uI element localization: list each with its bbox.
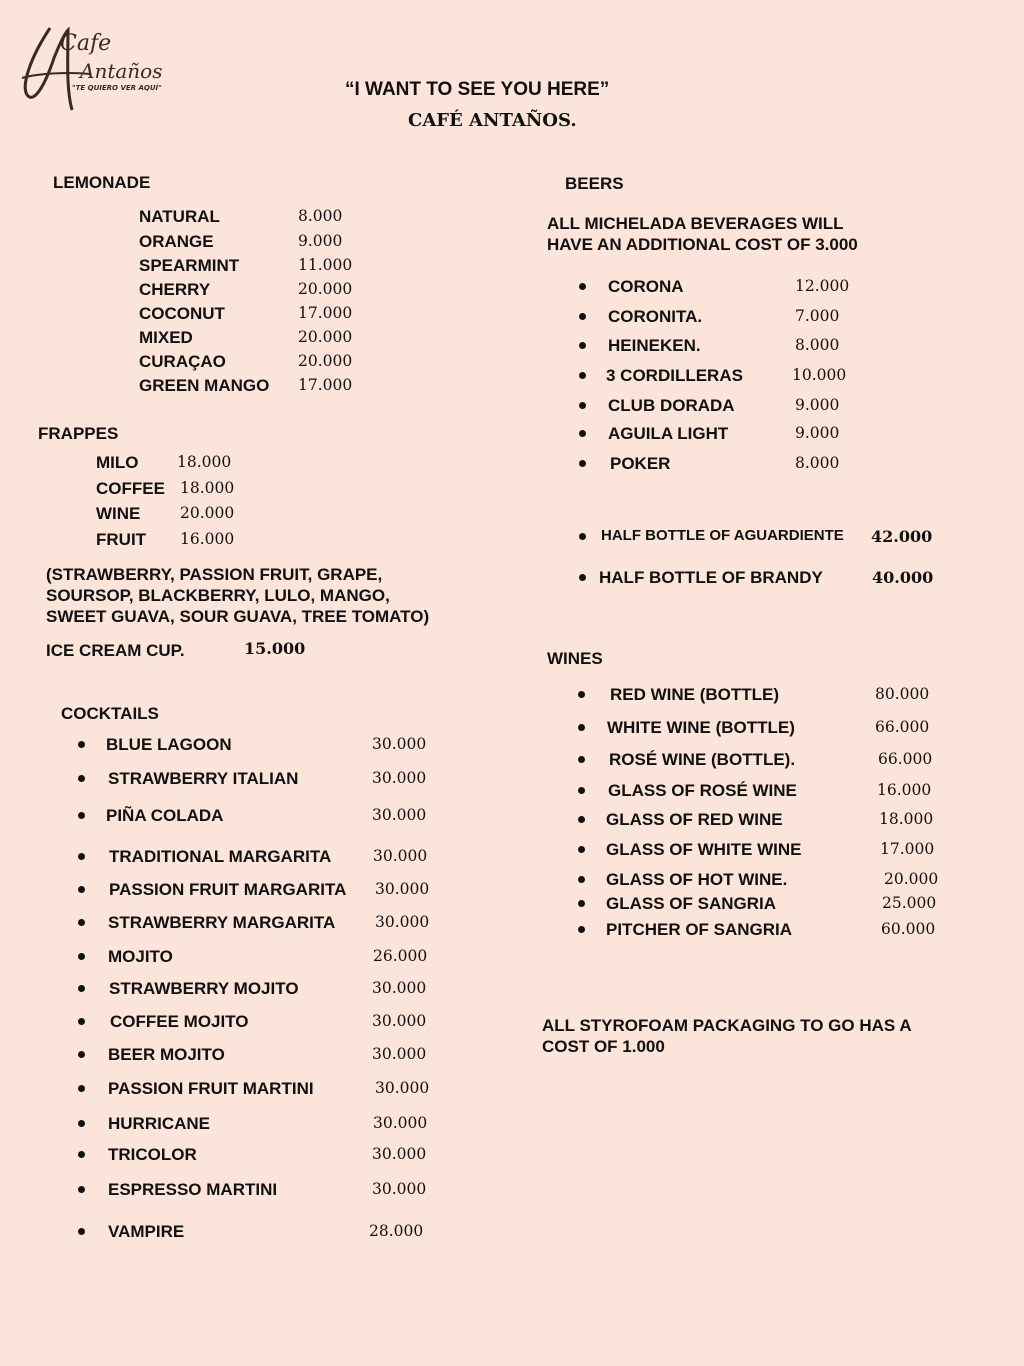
lemonade-item-name: COCONUT	[139, 304, 225, 323]
bullet-icon	[578, 876, 585, 883]
bullet-icon	[578, 926, 585, 933]
cafe-name: CAFÉ ANTAÑOS.	[408, 110, 577, 131]
beer-item-name: AGUILA LIGHT	[608, 424, 729, 443]
fruits-note-line: SWEET GUAVA, SOUR GUAVA, TREE TOMATO)	[46, 607, 430, 626]
cocktail-item-name: STRAWBERRY MARGARITA	[108, 913, 336, 932]
spirit-item-price: 42.000	[871, 527, 933, 546]
slogan: “I WANT TO SEE YOU HERE”	[345, 79, 610, 100]
frappe-item-name: MILO	[96, 453, 139, 472]
bullet-icon	[78, 853, 85, 860]
wine-item-price: 17.000	[880, 840, 935, 858]
cocktail-item-name: HURRICANE	[108, 1114, 210, 1133]
cocktail-item-price: 30.000	[372, 806, 427, 824]
wine-item-name: ROSÉ WINE (BOTTLE).	[609, 750, 796, 769]
bullet-icon	[579, 372, 586, 379]
wine-item-name: GLASS OF WHITE WINE	[606, 840, 802, 859]
bullet-icon	[78, 919, 85, 926]
wine-item-price: 18.000	[879, 810, 934, 828]
cocktail-item-price: 30.000	[375, 913, 430, 931]
bullet-icon	[579, 283, 586, 290]
cocktail-item-price: 30.000	[375, 1079, 430, 1097]
michelada-note	[547, 213, 858, 255]
bullet-icon	[78, 812, 85, 819]
wine-item-name: RED WINE (BOTTLE)	[610, 685, 780, 704]
ice-cream-price: 15.000	[244, 639, 306, 658]
bullet-icon	[78, 775, 85, 782]
bullet-icon	[579, 533, 586, 540]
wine-item-name: GLASS OF ROSÉ WINE	[608, 781, 797, 800]
lemonade-item-price: 20.000	[298, 352, 353, 370]
cocktail-item-price: 30.000	[372, 735, 427, 753]
cocktail-item-name: PASSION FRUIT MARGARITA	[109, 880, 347, 899]
bullet-icon	[78, 886, 85, 893]
cocktail-item-price: 30.000	[372, 1012, 427, 1030]
bullet-icon	[578, 756, 585, 763]
lemonade-item-name: NATURAL	[139, 207, 220, 226]
cocktail-item-price: 30.000	[375, 880, 430, 898]
cocktail-item-name: MOJITO	[108, 947, 173, 966]
cocktail-item-price: 26.000	[373, 947, 428, 965]
cocktail-item-price: 30.000	[372, 979, 427, 997]
wine-item-name: GLASS OF HOT WINE.	[606, 870, 788, 889]
bullet-icon	[78, 1120, 85, 1127]
lemonade-item-price: 20.000	[298, 328, 353, 346]
wine-item-price: 60.000	[881, 920, 936, 938]
lemonade-item-name: CURAÇAO	[139, 352, 226, 371]
lemonade-item-price: 11.000	[298, 256, 353, 274]
wine-item-price: 20.000	[884, 870, 939, 888]
logo-line1: Cafe	[60, 31, 112, 56]
lemonade-item-price: 8.000	[298, 207, 343, 225]
beer-item-price: 8.000	[795, 336, 840, 354]
frappe-item-price: 18.000	[180, 479, 235, 497]
bullet-icon	[578, 900, 585, 907]
frappe-item-name: COFFEE	[96, 479, 165, 498]
beer-item-name: CORONITA.	[608, 307, 703, 326]
bullet-icon	[78, 953, 85, 960]
beer-item-price: 9.000	[795, 424, 840, 442]
bullet-icon	[578, 816, 585, 823]
fruits-note	[46, 564, 429, 627]
lemonade-item-name: CHERRY	[139, 280, 211, 299]
beer-item-name: 3 CORDILLERAS	[606, 366, 743, 385]
spirit-item-name: HALF BOTTLE OF AGUARDIENTE	[601, 527, 844, 544]
bullet-icon	[578, 724, 585, 731]
frappe-item-price: 20.000	[180, 504, 235, 522]
wine-item-price: 16.000	[877, 781, 932, 799]
styrofoam-note-line: COST OF 1.000	[542, 1037, 665, 1056]
bullet-icon	[579, 342, 586, 349]
frappe-item-price: 16.000	[180, 530, 235, 548]
bullet-icon	[78, 1151, 85, 1158]
lemonade-item-price: 17.000	[298, 304, 353, 322]
bullet-icon	[78, 741, 85, 748]
lemonade-item-name: SPEARMINT	[139, 256, 240, 275]
frappe-item-price: 18.000	[177, 453, 232, 471]
wines-title: WINES	[547, 649, 603, 668]
cocktail-item-price: 30.000	[372, 1045, 427, 1063]
lemonade-item-price: 20.000	[298, 280, 353, 298]
cocktail-item-name: ESPRESSO MARTINI	[108, 1180, 278, 1199]
logo-tagline: "TE QUIERO VER AQUÍ"	[72, 84, 162, 92]
wine-item-name: GLASS OF SANGRIA	[606, 894, 777, 913]
cocktail-item-name: VAMPIRE	[108, 1222, 185, 1241]
bullet-icon	[78, 1051, 85, 1058]
beer-item-price: 12.000	[795, 277, 850, 295]
bullet-icon	[78, 1085, 85, 1092]
bullet-icon	[579, 402, 586, 409]
beers-title: BEERS	[565, 174, 624, 193]
bullet-icon	[578, 691, 585, 698]
frappes-title: FRAPPES	[38, 424, 119, 443]
wine-item-name: PITCHER OF SANGRIA	[606, 920, 793, 939]
cocktail-item-price: 30.000	[372, 1145, 427, 1163]
beer-item-name: HEINEKEN.	[608, 336, 701, 355]
lemonade-item-name: GREEN MANGO	[139, 376, 270, 395]
frappe-item-name: FRUIT	[96, 530, 147, 549]
bullet-icon	[78, 1018, 85, 1025]
styrofoam-note	[542, 1015, 912, 1057]
spirit-item-name: HALF BOTTLE OF BRANDY	[599, 568, 823, 587]
bullet-icon	[78, 1186, 85, 1193]
cocktail-item-name: TRICOLOR	[108, 1145, 197, 1164]
bullet-icon	[579, 574, 586, 581]
bullet-icon	[579, 430, 586, 437]
logo-line2: Antaños	[80, 59, 163, 83]
beer-item-price: 7.000	[795, 307, 840, 325]
bullet-icon	[78, 1228, 85, 1235]
fruits-note-line: (STRAWBERRY, PASSION FRUIT, GRAPE,	[46, 565, 383, 584]
cocktail-item-price: 30.000	[373, 847, 428, 865]
beer-item-name: CORONA	[608, 277, 684, 296]
cafe-antanos-logo	[10, 18, 170, 113]
cocktail-item-name: BEER MOJITO	[108, 1045, 225, 1064]
beer-item-price: 8.000	[795, 454, 840, 472]
wine-item-price: 66.000	[875, 718, 930, 736]
cocktail-item-price: 30.000	[372, 769, 427, 787]
cocktail-item-name: BLUE LAGOON	[106, 735, 232, 754]
lemonade-item-price: 9.000	[298, 232, 343, 250]
cocktails-title: COCKTAILS	[61, 704, 159, 723]
spirit-item-price: 40.000	[872, 568, 934, 587]
cocktail-item-name: PIÑA COLADA	[106, 806, 224, 825]
cocktail-item-price: 28.000	[369, 1222, 424, 1240]
cocktail-item-name: STRAWBERRY MOJITO	[109, 979, 299, 998]
wine-item-name: WHITE WINE (BOTTLE)	[607, 718, 795, 737]
cocktail-item-price: 30.000	[373, 1114, 428, 1132]
beer-item-name: CLUB DORADA	[608, 396, 735, 415]
bullet-icon	[78, 985, 85, 992]
bullet-icon	[578, 846, 585, 853]
frappe-item-name: WINE	[96, 504, 141, 523]
lemonade-item-name: MIXED	[139, 328, 193, 347]
wine-item-price: 25.000	[882, 894, 937, 912]
lemonade-item-name: ORANGE	[139, 232, 214, 251]
fruits-note-line: SOURSOP, BLACKBERRY, LULO, MANGO,	[46, 586, 390, 605]
wine-item-price: 66.000	[878, 750, 933, 768]
cocktail-item-price: 30.000	[372, 1180, 427, 1198]
michelada-note-line: HAVE AN ADDITIONAL COST OF 3.000	[547, 235, 858, 254]
cocktail-item-name: COFFEE MOJITO	[110, 1012, 249, 1031]
cocktail-item-name: PASSION FRUIT MARTINI	[108, 1079, 314, 1098]
bullet-icon	[579, 313, 586, 320]
beer-item-price: 9.000	[795, 396, 840, 414]
wine-item-price: 80.000	[875, 685, 930, 703]
beer-item-price: 10.000	[792, 366, 847, 384]
ice-cream-name: ICE CREAM CUP.	[46, 641, 185, 660]
cocktail-item-name: TRADITIONAL MARGARITA	[109, 847, 332, 866]
lemonade-title: LEMONADE	[53, 173, 151, 192]
styrofoam-note-line: ALL STYROFOAM PACKAGING TO GO HAS A	[542, 1016, 912, 1035]
cocktail-item-name: STRAWBERRY ITALIAN	[108, 769, 299, 788]
michelada-note-line: ALL MICHELADA BEVERAGES WILL	[547, 214, 844, 233]
bullet-icon	[579, 460, 586, 467]
lemonade-item-price: 17.000	[298, 376, 353, 394]
beer-item-name: POKER	[610, 454, 671, 473]
wine-item-name: GLASS OF RED WINE	[606, 810, 783, 829]
bullet-icon	[578, 787, 585, 794]
